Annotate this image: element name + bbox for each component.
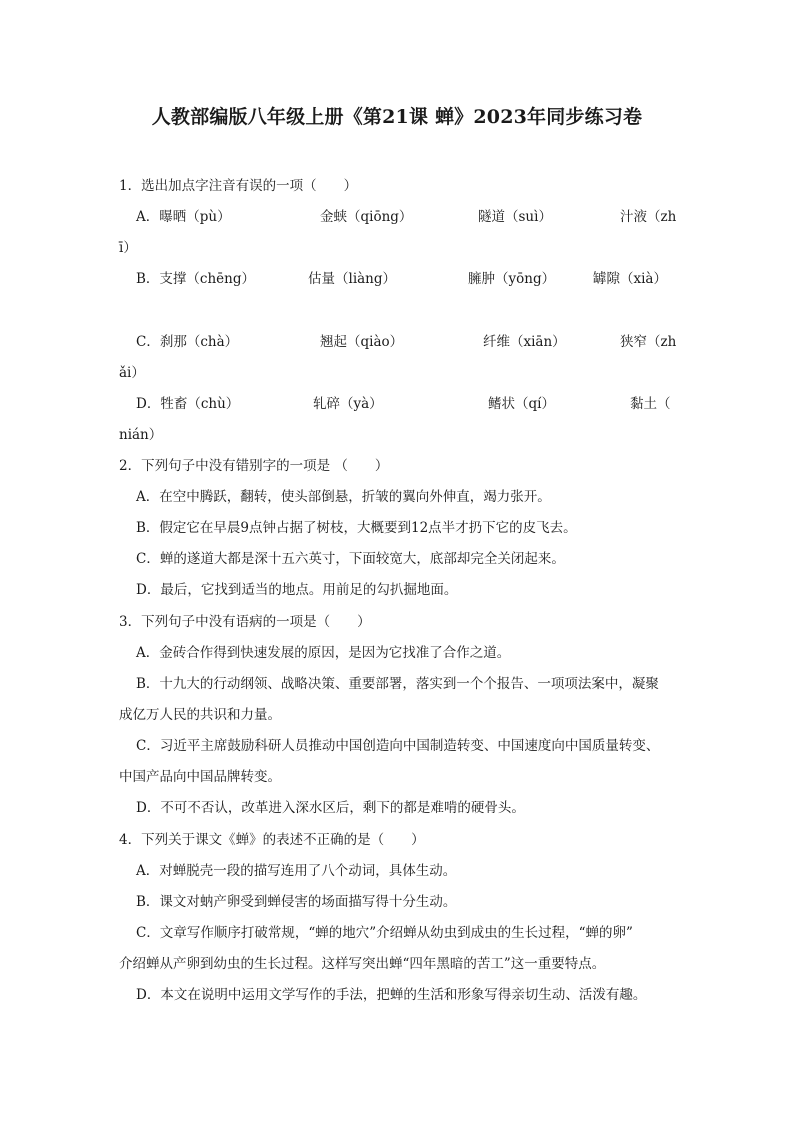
question-3-stem: 3．下列句子中没有语病的一项是（ ） [119,614,371,630]
q4-option-c-line-1: C．文章写作顺序打破常规，“蝉的地穴”介绍蝉从幼虫到成虫的生长过程，“蝉的卵” [136,925,633,941]
q2-option-d: D．最后，它找到适当的地点。用前足的勾扒掘地面。 [136,582,458,598]
q2-option-a: A．在空中腾跃，翻转，使头部倒悬，折皱的翼向外伸直，竭力张开。 [136,489,551,505]
q3-option-b-line-1: B．十九大的行动纲领、战略决策、重要部署，落实到一个个报告、一项项法案中，凝聚 [136,676,659,692]
q1-option-a-word-4: 汁液（zh [620,209,677,225]
q1-option-b-word-1: B．支撑（chēng） [136,271,256,287]
q1-option-d-wrap: nián） [119,427,163,443]
q1-option-b-word-2: 估量（liàng） [308,271,397,287]
q1-option-c-word-4: 狭窄（zh [620,334,677,350]
q3-option-a: A．金砖合作得到快速发展的原因，是因为它找准了合作之道。 [136,645,511,661]
q1-option-d-word-3: 鳍状（qí） [488,396,555,412]
q2-option-c: C．蝉的遂道大都是深十五六英寸，下面较宽大，底部却完全关闭起来。 [136,551,565,567]
question-1-stem: 1．选出加点字注音有误的一项（ ） [119,178,358,194]
q3-option-d: D．不可不否认，改革进入深水区后，剩下的都是难啃的硬骨头。 [136,800,525,816]
q3-option-c-line-2: 中国产品向中国品牌转变。 [119,769,281,785]
q3-option-b-line-2: 成亿万人民的共识和力量。 [119,707,281,723]
q1-option-c-word-1: C．刹那（chà） [136,334,239,350]
q1-option-d-word-1: D．牲畜（chù） [136,396,240,412]
q1-option-a-word-2: 金蛱（qiōng） [320,209,413,225]
q4-option-b: B．课文对蚋产卵受到蝉侵害的场面描写得十分生动。 [136,894,457,910]
question-2-stem: 2．下列句子中没有错别字的一项是 （ ） [119,458,389,474]
q3-option-c-line-1: C．习近平主席鼓励科研人员推动中国创造向中国制造转变、中国速度向中国质量转变、 [136,738,660,754]
question-4-stem: 4．下列关于课文《蝉》的表述不正确的是（ ） [119,832,425,848]
q1-option-a-word-3: 隧道（suì） [478,209,552,225]
q1-option-b-word-3: 臃肿（yōng） [468,271,556,287]
q1-option-c-word-3: 纤维（xiān） [483,334,566,350]
q1-option-d-word-4: 黏土（ [630,396,671,412]
page-title: 人教部编版八年级上册《第21课 蝉》2023年同步练习卷 [151,106,643,128]
q4-option-c-line-2: 介绍蝉从产卵到幼虫的生长过程。这样写突出蝉“四年黑暗的苦工”这一重要特点。 [119,956,606,972]
q4-option-a: A．对蝉脱壳一段的描写连用了八个动词，具体生动。 [136,863,457,879]
q1-option-c-word-2: 翘起（qiào） [320,334,404,350]
q1-option-d-word-2: 轧碎（yà） [313,396,383,412]
q2-option-b: B．假定它在早晨9点钟占据了树枝，大概要到12点半才扔下它的皮飞去。 [136,520,577,536]
q1-option-a-wrap: ī） [119,240,137,256]
q4-option-d: D．本文在说明中运用文学写作的手法，把蝉的生活和形象写得亲切生动、活泼有趣。 [136,987,647,1003]
q1-option-c-wrap: ǎi） [119,365,145,381]
q1-option-a-word-1: A．曝晒（pù） [136,209,231,225]
q1-option-b-word-4: 罅隙（xià） [593,271,667,287]
